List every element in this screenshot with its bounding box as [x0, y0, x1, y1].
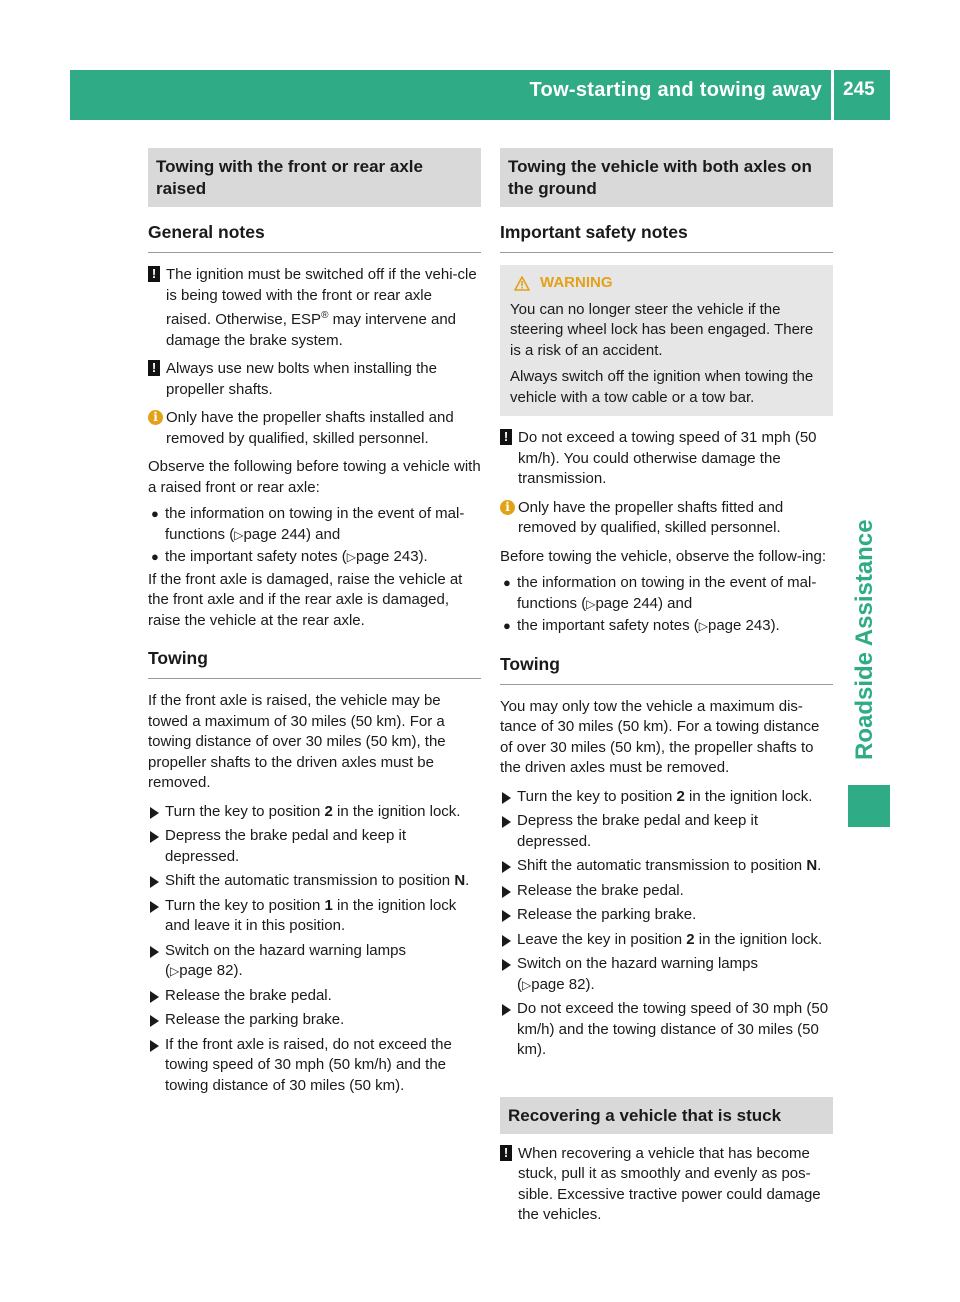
caution-note: ! Do not exceed a towing speed of 31 mph (50 km/h). You could otherwise damage the transmission. [500, 428, 833, 490]
exclamation-icon: ! [500, 429, 512, 445]
subheading-towing: Towing [148, 647, 481, 679]
paragraph: If the front axle is raised, the vehicle may be towed a maximum of 30 miles (50 km). For a towing distance of over 30 miles (50 km), the propeller shafts to the driven axles must be removed. [148, 692, 446, 791]
bullet-icon: ● [503, 575, 511, 590]
step-arrow-icon [502, 861, 511, 873]
subheading-towing: Towing [500, 653, 833, 685]
info-icon: i [500, 500, 515, 515]
subheading-safety-notes: Important safety notes [500, 221, 833, 253]
page-number: 245 [843, 79, 875, 100]
list-item: ● the important safety notes (▷page 243). [148, 547, 481, 568]
step-arrow-icon [150, 991, 159, 1003]
section-title: Towing the vehicle with both axles on the ground [500, 148, 833, 207]
step-item: Release the brake pedal. [500, 881, 833, 902]
side-tab-label: Roadside Assistance [851, 519, 878, 760]
step-item: Turn the key to position 1 in the ignition lock and leave it in this position. [148, 896, 481, 937]
step-arrow-icon [150, 1040, 159, 1052]
caution-note: ! The ignition must be switched off if the vehi-cle is being towed with the front or rear axle raised. Otherwise, ESP® may intervene and damage the brake system. [148, 265, 481, 351]
step-arrow-icon [150, 876, 159, 888]
step-item: Release the brake pedal. [148, 986, 481, 1007]
paragraph: Before towing the vehicle, observe the follow-ing: [500, 547, 827, 565]
page-reference-link[interactable]: page 244) and [595, 594, 693, 612]
bullet-icon: ● [151, 506, 159, 521]
bullet-icon: ● [151, 549, 159, 564]
exclamation-icon: ! [148, 266, 160, 282]
step-arrow-icon [502, 910, 511, 922]
step-arrow-icon [502, 935, 511, 947]
page-reference-link[interactable]: page 82). [179, 962, 243, 979]
section-title: Towing with the front or rear axle raised [148, 148, 481, 207]
step-arrow-icon [150, 901, 159, 913]
step-item: Depress the brake pedal and keep it depressed. [148, 826, 481, 867]
page-reference-link[interactable]: page 244) and [243, 525, 341, 543]
warning-header [510, 273, 825, 294]
warning-label: WARNING [540, 274, 613, 291]
warning-text: You can no longer steer the vehicle if the steering wheel lock has been engaged. There is a risk of an accident. [510, 300, 814, 359]
page-reference-link[interactable]: page 243). [708, 617, 780, 634]
exclamation-icon: ! [148, 360, 160, 376]
page-ref-icon: ▷ [698, 619, 708, 633]
step-item: Shift the automatic transmission to position N. [500, 856, 833, 877]
warning-text: Always switch off the ignition when towing the vehicle with a tow cable or a tow bar. [510, 368, 814, 406]
info-icon: i [148, 410, 163, 425]
step-item: Do not exceed the towing speed of 30 mph (50 km/h) and the towing distance of 30 miles (50 km). [500, 999, 833, 1061]
left-column [148, 148, 481, 1100]
page-ref-icon: ▷ [346, 550, 356, 564]
page-ref-icon: ▷ [234, 527, 244, 542]
page-ref-icon: ▷ [170, 964, 180, 978]
page-ref-icon: ▷ [522, 977, 532, 992]
step-arrow-icon [502, 959, 511, 971]
warning-triangle-icon [514, 276, 530, 291]
step-arrow-icon [502, 1004, 511, 1016]
step-item: Switch on the hazard warning lamps (▷page 82). [500, 954, 833, 995]
step-arrow-icon [502, 792, 511, 804]
step-arrow-icon [150, 1015, 159, 1027]
step-arrow-icon [502, 816, 511, 828]
caution-note: ! When recovering a vehicle that has become stuck, pull it as smoothly and evenly as pos-sible. Excessive tractive power could damage the vehicles. [500, 1144, 833, 1226]
list-item: ● the information on towing in the event of mal-functions (▷page 244) and [151, 505, 465, 543]
step-item: If the front axle is raised, do not exceed the towing speed of 30 mph (50 km/h) and the towing distance of 30 miles (50 km). [148, 1035, 481, 1097]
page-reference-link[interactable]: page 243). [356, 548, 428, 565]
warning-box [500, 265, 833, 416]
info-note: i Only have the propeller shafts installed and removed by qualified, skilled personnel. [148, 408, 481, 449]
list-item: ● the information on towing in the event of mal-functions (▷page 244) and [503, 574, 817, 612]
side-tab-marker [848, 785, 890, 827]
page-title: Tow-starting and towing away [529, 79, 822, 101]
step-item: Shift the automatic transmission to position N. [148, 871, 481, 892]
step-item: Switch on the hazard warning lamps (▷page 82). [148, 941, 481, 982]
list-item: ● the important safety notes (▷page 243). [500, 616, 833, 637]
section-title: Recovering a vehicle that is stuck [500, 1097, 833, 1134]
step-item: Leave the key in position 2 in the ignition lock. [500, 930, 833, 951]
step-item: Release the parking brake. [500, 905, 833, 926]
paragraph: You may only tow the vehicle a maximum dis-tance of 30 miles (50 km). For a towing distance of over 30 miles (50 km), the propeller shafts to the driven axles must be removed. [500, 697, 820, 776]
step-item: Depress the brake pedal and keep it depressed. [500, 811, 833, 852]
step-arrow-icon [150, 946, 159, 958]
paragraph: If the front axle is damaged, raise the vehicle at the front axle and if the rear axle is damaged, raise the vehicle at the rear axle. [148, 570, 463, 629]
info-note: i Only have the propeller shafts fitted and removed by qualified, skilled personnel. [500, 498, 833, 539]
step-arrow-icon [150, 807, 159, 819]
step-arrow-icon [150, 831, 159, 843]
step-item: Release the parking brake. [148, 1010, 481, 1031]
page-reference-link[interactable]: page 82). [531, 975, 595, 993]
step-item: Turn the key to position 2 in the ignition lock. [500, 787, 833, 808]
spacer [500, 1065, 833, 1097]
step-arrow-icon [502, 886, 511, 898]
page-ref-icon: ▷ [586, 596, 596, 611]
right-column [500, 148, 833, 1234]
paragraph: Observe the following before towing a vehicle with a raised front or rear axle: [148, 458, 481, 496]
exclamation-icon: ! [500, 1145, 512, 1161]
bullet-icon: ● [503, 618, 511, 633]
subheading-general-notes: General notes [148, 221, 481, 253]
step-item: Turn the key to position 2 in the ignition lock. [148, 802, 481, 823]
header-divider [831, 70, 834, 120]
caution-note: ! Always use new bolts when installing the propeller shafts. [148, 359, 481, 400]
